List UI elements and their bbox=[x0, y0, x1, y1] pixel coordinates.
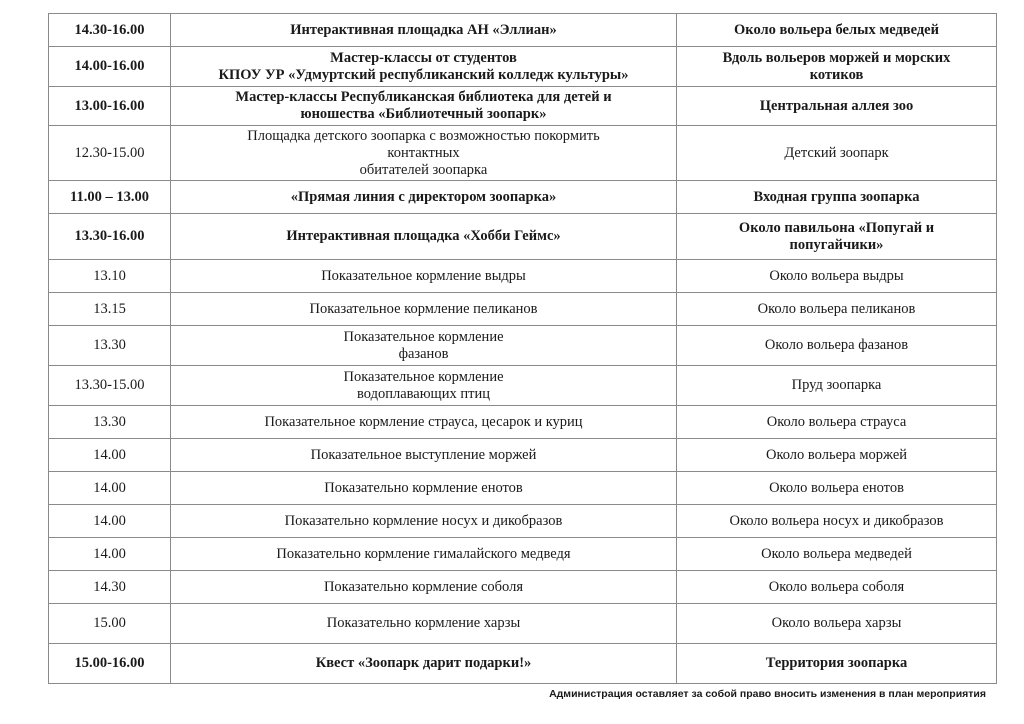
place-cell-line: Около вольера фазанов bbox=[764, 337, 909, 353]
event-cell bbox=[171, 406, 677, 439]
place-cell bbox=[677, 366, 997, 406]
place-cell-line: Около вольера соболя bbox=[768, 578, 905, 595]
place-cell-line: Около вольера моржей bbox=[765, 446, 908, 463]
time-cell: 13.00-16.00 bbox=[49, 87, 171, 126]
event-cell-line: Мастер-классы Республиканская библиотека для детей и bbox=[235, 89, 612, 105]
time-cell: 13.30-15.00 bbox=[49, 366, 171, 406]
event-cell-line: Мастер-классы от студентов bbox=[330, 49, 517, 66]
time-cell: 12.30-15.00 bbox=[49, 126, 171, 181]
place-cell-line: Пруд зоопарка bbox=[791, 377, 882, 393]
time-cell: 14.00 bbox=[49, 505, 171, 538]
table-row bbox=[49, 126, 997, 181]
event-cell bbox=[171, 87, 677, 126]
schedule-table bbox=[48, 13, 997, 684]
event-cell bbox=[171, 326, 677, 366]
event-cell bbox=[171, 126, 677, 181]
schedule-body bbox=[49, 14, 997, 684]
event-cell bbox=[171, 644, 677, 684]
time-cell: 13.30-16.00 bbox=[49, 214, 171, 260]
place-cell bbox=[677, 181, 997, 214]
time-cell: 13.30 bbox=[49, 406, 171, 439]
event-cell-line: фазанов bbox=[398, 345, 449, 362]
place-cell-line: Около вольера выдры bbox=[769, 267, 904, 284]
place-cell-line: Около вольера харзы bbox=[771, 615, 902, 631]
place-cell bbox=[677, 644, 997, 684]
table-row bbox=[49, 47, 997, 87]
event-cell-line: «Прямая линия с директором зоопарка» bbox=[290, 188, 557, 205]
table-row bbox=[49, 87, 997, 126]
place-cell bbox=[677, 260, 997, 293]
place-cell bbox=[677, 439, 997, 472]
event-cell bbox=[171, 47, 677, 87]
table-row bbox=[49, 538, 997, 571]
event-cell-line: Интерактивная площадка «Хобби Геймс» bbox=[286, 228, 561, 244]
event-cell-line: Показательное кормление пеликанов bbox=[309, 300, 538, 317]
table-row bbox=[49, 14, 997, 47]
time-cell: 13.15 bbox=[49, 293, 171, 326]
event-cell bbox=[171, 260, 677, 293]
place-cell-line: Около вольера белых медведей bbox=[734, 21, 939, 38]
place-cell bbox=[677, 472, 997, 505]
event-cell-line: Квест «Зоопарк дарит подарки!» bbox=[315, 655, 532, 671]
table-row bbox=[49, 571, 997, 604]
table-row bbox=[49, 293, 997, 326]
event-cell-line: Показательное кормление страуса, цесарок и куриц bbox=[264, 413, 583, 430]
time-cell: 15.00 bbox=[49, 604, 171, 644]
time-cell: 14.00 bbox=[49, 538, 171, 571]
event-cell-line: Показательное кормление bbox=[343, 328, 504, 345]
time-cell: 13.30 bbox=[49, 326, 171, 366]
table-row bbox=[49, 439, 997, 472]
place-cell-line: Около павильона «Попугай и bbox=[738, 219, 935, 236]
place-cell bbox=[677, 47, 997, 87]
place-cell bbox=[677, 126, 997, 181]
place-cell-line: Около вольера страуса bbox=[766, 413, 907, 430]
table-row bbox=[49, 472, 997, 505]
time-cell: 13.10 bbox=[49, 260, 171, 293]
footer-note: Администрация оставляет за собой право вносить изменения в план мероприятия bbox=[549, 688, 986, 700]
place-cell bbox=[677, 571, 997, 604]
event-cell-line: Показательно кормление соболя bbox=[323, 578, 524, 595]
event-cell-line: контактных bbox=[387, 144, 460, 161]
time-cell: 11.00 – 13.00 bbox=[49, 181, 171, 214]
table-row bbox=[49, 181, 997, 214]
event-cell-line: водоплавающих птиц bbox=[357, 385, 490, 402]
time-cell: 14.00-16.00 bbox=[49, 47, 171, 87]
place-cell bbox=[677, 538, 997, 571]
place-cell-line: попугайчики» bbox=[789, 236, 884, 253]
place-cell bbox=[677, 326, 997, 366]
event-cell bbox=[171, 571, 677, 604]
place-cell bbox=[677, 87, 997, 126]
table-row bbox=[49, 260, 997, 293]
event-cell bbox=[171, 538, 677, 571]
event-cell-line: Показательное выступление моржей bbox=[310, 446, 537, 463]
place-cell bbox=[677, 14, 997, 47]
table-row bbox=[49, 604, 997, 644]
place-cell-line: Центральная аллея зоо bbox=[759, 97, 914, 114]
time-cell: 14.30-16.00 bbox=[49, 14, 171, 47]
table-row bbox=[49, 406, 997, 439]
place-cell-line: Около вольера медведей bbox=[761, 545, 912, 562]
place-cell-line: Входная группа зоопарка bbox=[753, 188, 920, 205]
place-cell-line: Около вольера носух и дикобразов bbox=[729, 512, 944, 529]
place-cell bbox=[677, 214, 997, 260]
event-cell bbox=[171, 604, 677, 644]
place-cell-line: Около вольера енотов bbox=[769, 479, 904, 496]
place-cell-line: котиков bbox=[809, 66, 864, 83]
event-cell bbox=[171, 214, 677, 260]
table-row bbox=[49, 326, 997, 366]
place-cell-line: Около вольера пеликанов bbox=[757, 300, 916, 317]
event-cell bbox=[171, 293, 677, 326]
event-cell-line: обитателей зоопарка bbox=[359, 161, 488, 178]
event-cell-line: Показательное кормление выдры bbox=[321, 267, 526, 284]
place-cell-line: Вдоль вольеров моржей и морских bbox=[722, 49, 951, 66]
event-cell bbox=[171, 505, 677, 538]
time-cell: 14.00 bbox=[49, 472, 171, 505]
place-cell-line: Территория зоопарка bbox=[765, 655, 908, 671]
table-row bbox=[49, 644, 997, 684]
event-cell-line: Показательно кормление харзы bbox=[326, 615, 521, 631]
event-cell-line: КПОУ УР «Удмуртский республиканский колледж культуры» bbox=[218, 66, 629, 83]
event-cell-line: Показательное кормление bbox=[343, 368, 504, 385]
place-cell bbox=[677, 293, 997, 326]
event-cell bbox=[171, 181, 677, 214]
event-cell bbox=[171, 366, 677, 406]
time-cell: 14.00 bbox=[49, 439, 171, 472]
event-cell-line: Интерактивная площадка АН «Эллиан» bbox=[290, 21, 557, 38]
time-cell: 15.00-16.00 bbox=[49, 644, 171, 684]
event-cell-line: Показательно кормление енотов bbox=[324, 479, 523, 496]
event-cell-line: Показательно кормление гималайского медведя bbox=[276, 545, 571, 562]
table-row bbox=[49, 366, 997, 406]
place-cell bbox=[677, 604, 997, 644]
event-cell bbox=[171, 472, 677, 505]
place-cell bbox=[677, 406, 997, 439]
event-cell-line: Площадка детского зоопарка с возможностью покормить bbox=[247, 127, 600, 144]
event-cell bbox=[171, 439, 677, 472]
event-cell-line: Показательно кормление носух и дикобразов bbox=[284, 512, 563, 529]
place-cell-line: Детский зоопарк bbox=[784, 144, 889, 161]
place-cell bbox=[677, 505, 997, 538]
time-cell: 14.30 bbox=[49, 571, 171, 604]
table-row bbox=[49, 214, 997, 260]
event-cell bbox=[171, 14, 677, 47]
table-row bbox=[49, 505, 997, 538]
event-cell-line: юношества «Библиотечный зоопарк» bbox=[300, 106, 547, 122]
